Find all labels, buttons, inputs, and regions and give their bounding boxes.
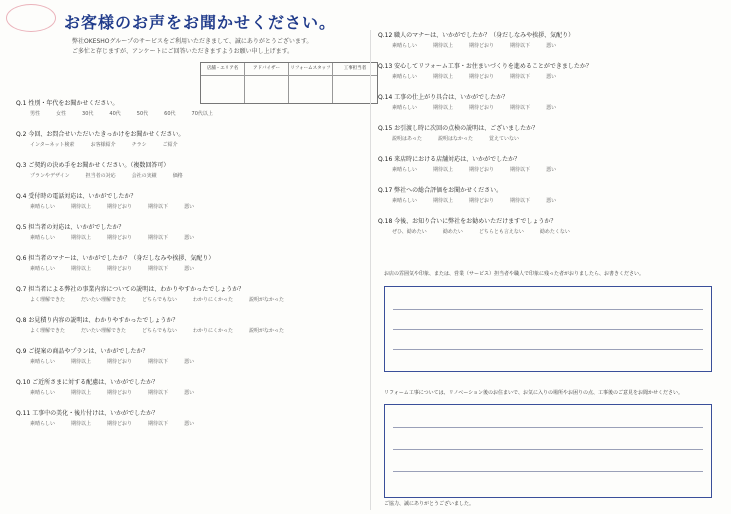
question-item bbox=[16, 98, 364, 117]
answer-option[interactable]: 男性 bbox=[30, 111, 41, 117]
staff-table-header: リフォームスタッフ bbox=[289, 63, 333, 76]
answer-option[interactable]: 素晴らしい bbox=[392, 198, 418, 204]
question-item bbox=[16, 408, 364, 427]
answer-option[interactable]: 説明はなかった bbox=[437, 136, 473, 142]
answer-options bbox=[16, 358, 364, 365]
answer-option[interactable]: 悪い bbox=[546, 43, 557, 49]
question-label: Q.3 ご契約の決め手をお聞かせください。（複数回答可） bbox=[16, 162, 170, 169]
answer-option[interactable]: よく理解できた bbox=[30, 297, 66, 303]
question-item bbox=[378, 123, 724, 142]
answer-option[interactable]: よく理解できた bbox=[30, 328, 66, 334]
answer-option[interactable]: 期待以下 bbox=[510, 43, 531, 49]
question-item bbox=[378, 92, 724, 111]
answer-option[interactable]: 悪い bbox=[546, 105, 557, 111]
answer-option[interactable]: 価格 bbox=[172, 173, 183, 179]
answer-option[interactable]: 期待以下 bbox=[510, 74, 531, 80]
answer-options bbox=[16, 234, 364, 241]
answer-option[interactable]: 30代 bbox=[82, 111, 94, 117]
answer-option[interactable]: ぜひ、勧めたい bbox=[392, 229, 427, 235]
answer-option[interactable]: 期待以下 bbox=[148, 359, 169, 365]
answer-option[interactable]: 素晴らしい bbox=[30, 421, 56, 427]
question-label: Q.18 今後、お知り合いに弊社をお勧めいただけますでしょうか？ bbox=[378, 218, 557, 225]
question-item bbox=[378, 216, 724, 235]
comment-box-b[interactable] bbox=[384, 404, 712, 498]
answer-option[interactable]: 期待以下 bbox=[148, 266, 169, 272]
answer-option[interactable]: お客様紹介 bbox=[90, 142, 116, 148]
question-item bbox=[378, 30, 724, 49]
answer-option[interactable]: どちらとも言えない bbox=[478, 229, 524, 235]
question-item bbox=[378, 61, 724, 80]
answer-options bbox=[16, 420, 364, 427]
answer-option[interactable]: 素晴らしい bbox=[392, 167, 418, 173]
question-label: Q.2 今回、お問合せいただいたきっかけをお聞かせください。 bbox=[16, 131, 185, 138]
ruled-line bbox=[393, 329, 703, 330]
answer-option[interactable]: 悪い bbox=[546, 198, 557, 204]
question-item bbox=[378, 185, 724, 204]
question-item bbox=[378, 154, 724, 173]
question-item bbox=[16, 160, 364, 179]
intro-line-2: ご多忙と存じますが、アンケートにご回答いただきますようお願い申し上げます。 bbox=[72, 48, 294, 55]
answer-option[interactable]: 期待以下 bbox=[510, 105, 531, 111]
answer-option[interactable]: 期待以上 bbox=[71, 266, 92, 272]
answer-options bbox=[378, 73, 724, 80]
question-label: Q.16 来店時における店舗対応は、いかがでしたか？ bbox=[378, 156, 521, 163]
question-label: Q.10 ご近所さまに対する配慮は、いかがでしたか？ bbox=[16, 379, 159, 386]
answer-option[interactable]: 説明がなかった bbox=[249, 297, 285, 303]
answer-options bbox=[378, 42, 724, 49]
answer-options bbox=[16, 296, 364, 303]
ruled-line bbox=[393, 309, 703, 310]
question-label: Q.7 担当者による弊社の事業内容についての説明は、わかりやすかったでしょうか？ bbox=[16, 286, 245, 293]
question-item bbox=[16, 191, 364, 210]
answer-options bbox=[16, 265, 364, 272]
thank-you-note: ご協力、誠にありがとうございました。 bbox=[384, 501, 475, 507]
answer-options bbox=[16, 327, 364, 334]
answer-option[interactable]: 期待どおり bbox=[469, 167, 495, 173]
answer-option[interactable]: 素晴らしい bbox=[30, 390, 56, 396]
answer-option[interactable]: 期待以上 bbox=[71, 204, 92, 210]
answer-options bbox=[378, 135, 724, 142]
column-divider bbox=[370, 30, 371, 510]
question-item bbox=[16, 377, 364, 396]
answer-option[interactable]: 素晴らしい bbox=[392, 74, 418, 80]
answer-option[interactable]: 期待どおり bbox=[469, 105, 495, 111]
answer-option[interactable]: 期待どおり bbox=[107, 421, 133, 427]
answer-option[interactable]: わかりにくかった bbox=[192, 297, 233, 303]
answer-options bbox=[16, 141, 364, 148]
answer-option[interactable]: 期待どおり bbox=[469, 198, 495, 204]
ruled-line bbox=[393, 449, 703, 450]
answer-option[interactable]: ご紹介 bbox=[162, 142, 178, 148]
answer-options bbox=[378, 104, 724, 111]
answer-option[interactable]: 素晴らしい bbox=[30, 204, 56, 210]
answer-option[interactable]: 担当者の対応 bbox=[85, 173, 116, 179]
question-item bbox=[16, 315, 364, 334]
answer-option[interactable]: 悪い bbox=[546, 74, 557, 80]
right-questions bbox=[378, 30, 724, 247]
answer-option[interactable]: 素晴らしい bbox=[30, 266, 56, 272]
comment-prompt-b: リフォーム工事については、リノベーション後のお住まいで、お気に入りの場所やお困りの点、工事後のご意見をお聞かせください。 bbox=[384, 390, 683, 396]
answer-option[interactable]: どちらでもない bbox=[142, 297, 177, 303]
answer-option[interactable]: 悪い bbox=[184, 235, 195, 241]
question-label: Q.15 お引渡し時に次回の点検の説明は、ございましたか？ bbox=[378, 125, 539, 132]
answer-option[interactable]: 40代 bbox=[109, 111, 121, 117]
answer-option[interactable]: 期待以下 bbox=[510, 198, 531, 204]
answer-options bbox=[378, 166, 724, 173]
answer-option[interactable]: 素晴らしい bbox=[392, 43, 418, 49]
answer-option[interactable]: 期待以上 bbox=[71, 359, 92, 365]
answer-option[interactable]: 説明がなかった bbox=[249, 328, 285, 334]
answer-option[interactable]: チラシ bbox=[131, 142, 147, 148]
question-label: Q.1 性別・年代をお聞かせください。 bbox=[16, 100, 119, 107]
answer-option[interactable]: 悪い bbox=[184, 421, 195, 427]
answer-option[interactable]: 期待以下 bbox=[148, 390, 169, 396]
answer-option[interactable]: 勧めたくない bbox=[539, 229, 570, 235]
answer-option[interactable]: 期待以下 bbox=[510, 167, 531, 173]
answer-option[interactable]: 素晴らしい bbox=[392, 105, 418, 111]
received-stamp bbox=[6, 4, 56, 32]
answer-options bbox=[16, 110, 364, 117]
intro-line-1: 弊社OKESHOグループのサービスをご利用いただきまして、誠にありがとうございます。 bbox=[72, 38, 313, 45]
answer-option[interactable]: 覚えていない bbox=[488, 136, 519, 142]
question-label: Q.12 職人のマナーは、いかがでしたか？（身だしなみや挨拶、気配り） bbox=[378, 32, 575, 39]
answer-option[interactable]: 期待どおり bbox=[469, 43, 495, 49]
question-label: Q.11 工事中の美化・後片付けは、いかがでしたか？ bbox=[16, 410, 159, 417]
answer-option[interactable]: 期待以下 bbox=[148, 421, 169, 427]
page-title: お客様のお声をお聞かせください。 bbox=[64, 13, 337, 32]
answer-option[interactable]: 50代 bbox=[136, 111, 149, 117]
comment-box-a[interactable] bbox=[384, 286, 712, 372]
answer-option[interactable]: 素晴らしい bbox=[30, 235, 56, 241]
ruled-line bbox=[393, 427, 703, 428]
staff-table-header: アドバイザー bbox=[245, 63, 289, 76]
answer-option[interactable]: わかりにくかった bbox=[192, 328, 233, 334]
question-label: Q.6 担当者のマナーは、いかがでしたか？（身だしなみや挨拶、気配り） bbox=[16, 255, 215, 262]
answer-option[interactable]: 期待以上 bbox=[71, 235, 92, 241]
question-label: Q.4 受付時の電話対応は、いかがでしたか？ bbox=[16, 193, 137, 200]
question-item bbox=[16, 222, 364, 241]
answer-option[interactable]: 期待以上 bbox=[71, 421, 92, 427]
answer-option[interactable]: 期待どおり bbox=[107, 204, 133, 210]
answer-option[interactable]: だいたい理解できた bbox=[81, 328, 127, 334]
answer-option[interactable]: 素晴らしい bbox=[30, 359, 56, 365]
comment-prompt-a: お店の雰囲気や印象、または、営業（サービス）担当者や職人で印象に残った者がおりましたら、お書きください。 bbox=[384, 271, 645, 277]
answer-option[interactable]: 期待どおり bbox=[107, 235, 133, 241]
answer-options bbox=[16, 172, 364, 179]
question-item bbox=[16, 129, 364, 148]
answer-option[interactable]: 会社の実績 bbox=[131, 173, 157, 179]
answer-option[interactable]: 悪い bbox=[546, 167, 557, 173]
question-label: Q.13 安心してリフォーム工事・お住まいづくりを進めることができましたか？ bbox=[378, 63, 592, 70]
answer-options bbox=[378, 197, 724, 204]
staff-table-header: 店舗・エリア名 bbox=[201, 63, 245, 76]
answer-option[interactable]: どちらでもない bbox=[142, 328, 177, 334]
question-label: Q.8 お見積り内容の説明は、わかりやすかったでしょうか？ bbox=[16, 317, 179, 324]
ruled-line bbox=[393, 471, 703, 472]
answer-option[interactable]: 70代以上 bbox=[191, 111, 213, 117]
answer-option[interactable]: 女性 bbox=[56, 111, 67, 117]
answer-option[interactable]: 期待以上 bbox=[433, 167, 454, 173]
answer-option[interactable]: 勧めたい bbox=[442, 229, 463, 235]
answer-option[interactable]: 期待どおり bbox=[107, 266, 133, 272]
answer-option[interactable]: 悪い bbox=[184, 204, 195, 210]
answer-option[interactable]: 説明はあった bbox=[392, 136, 422, 142]
ruled-line bbox=[393, 349, 703, 350]
question-label: Q.5 担当者の対応は、いかがでしたか？ bbox=[16, 224, 125, 231]
left-questions bbox=[16, 98, 364, 439]
answer-option[interactable]: だいたい理解できた bbox=[81, 297, 127, 303]
answer-option[interactable]: 60代 bbox=[164, 111, 176, 117]
answer-options bbox=[378, 228, 724, 235]
answer-option[interactable]: 期待どおり bbox=[107, 390, 133, 396]
answer-options bbox=[16, 389, 364, 396]
answer-options bbox=[16, 203, 364, 210]
question-label: Q.14 工事の仕上がり具合は、いかがでしたか？ bbox=[378, 94, 509, 101]
answer-option[interactable]: 期待以上 bbox=[433, 198, 454, 204]
answer-option[interactable]: 期待以上 bbox=[433, 105, 454, 111]
question-item bbox=[16, 346, 364, 365]
question-label: Q.9 ご提案の商品やプランは、いかがでしたか？ bbox=[16, 348, 149, 355]
answer-option[interactable]: インターネット検索 bbox=[30, 142, 75, 148]
staff-table-header: 工事担当者 bbox=[333, 63, 377, 76]
answer-option[interactable]: 悪い bbox=[184, 390, 195, 396]
answer-option[interactable]: 期待以上 bbox=[433, 43, 454, 49]
question-item bbox=[16, 253, 364, 272]
question-label: Q.17 弊社への総合評価をお聞かせください。 bbox=[378, 187, 503, 194]
question-item bbox=[16, 284, 364, 303]
answer-option[interactable]: プランやデザイン bbox=[30, 173, 70, 179]
answer-option[interactable]: 悪い bbox=[184, 359, 195, 365]
answer-option[interactable]: 期待以上 bbox=[433, 74, 454, 80]
answer-option[interactable]: 期待どおり bbox=[107, 359, 133, 365]
answer-option[interactable]: 期待以下 bbox=[148, 235, 169, 241]
answer-option[interactable]: 期待以上 bbox=[71, 390, 92, 396]
intro-text bbox=[72, 37, 352, 57]
answer-option[interactable]: 期待以下 bbox=[148, 204, 169, 210]
answer-option[interactable]: 悪い bbox=[184, 266, 195, 272]
answer-option[interactable]: 期待どおり bbox=[469, 74, 495, 80]
